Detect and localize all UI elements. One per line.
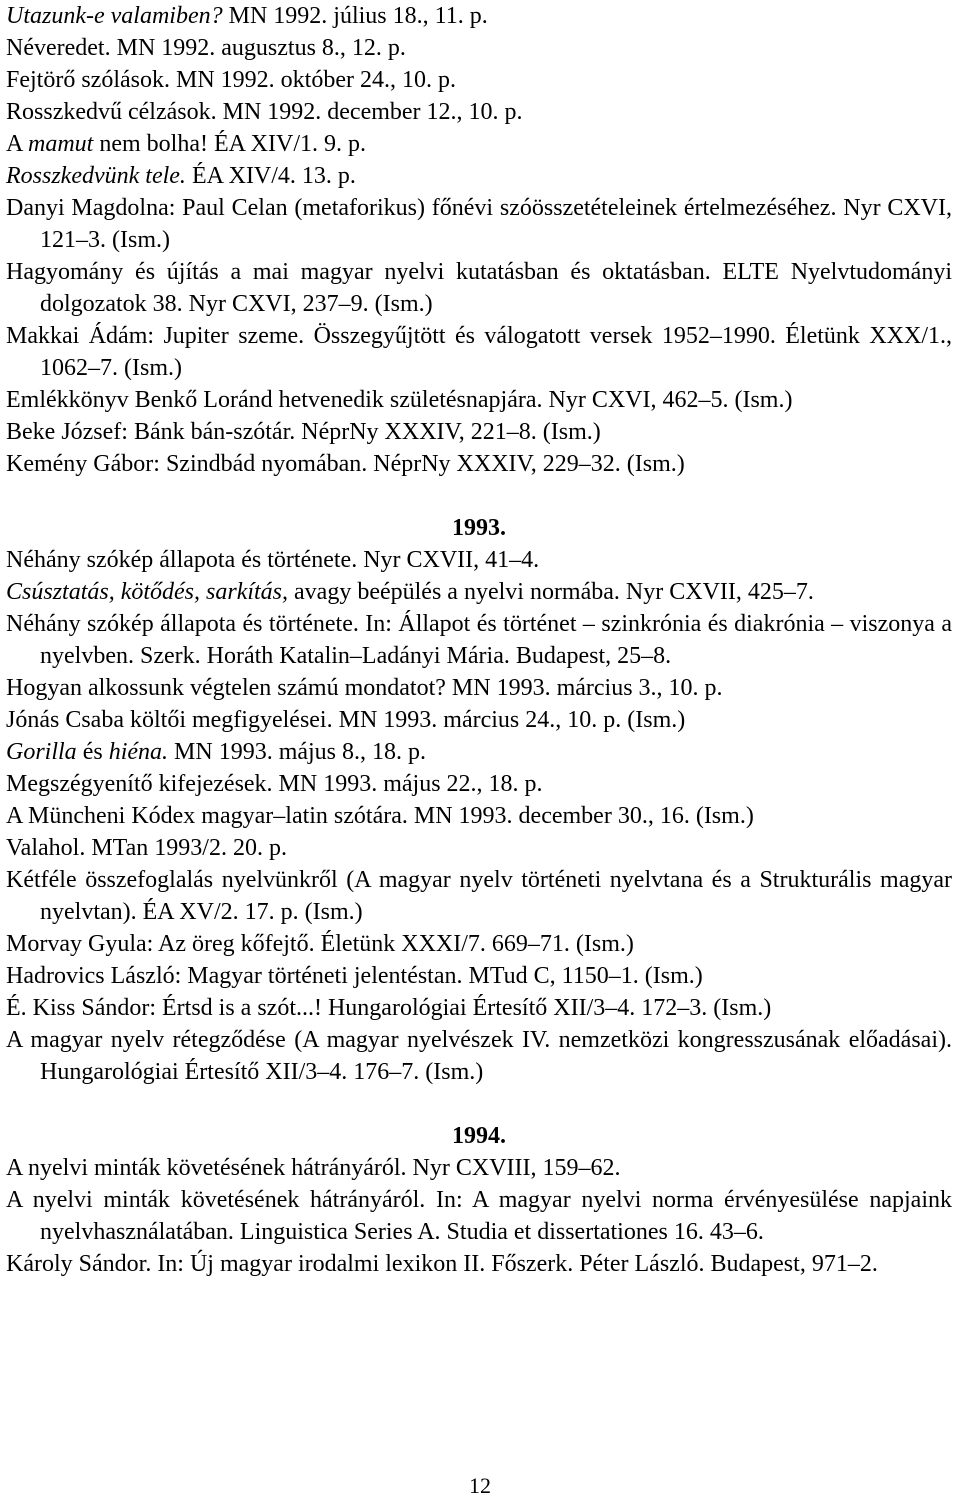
italic-title: Utazunk-e valamiben? xyxy=(6,3,223,29)
bibliography-entry: Fejtörő szólások. MN 1992. október 24., 10. p. xyxy=(6,67,456,93)
italic-title: hiéna. xyxy=(108,739,169,765)
bibliography-entry: A Müncheni Kódex magyar–latin szótára. MN 1993. december 30., 16. (Ism.) xyxy=(6,803,754,829)
bibliography-entry: Megszégyenítő kifejezések. MN 1993. május 22., 18. p. xyxy=(6,771,543,797)
bibliography-entry: Néhány szókép állapota és története. In: Állapot és történet – szinkrónia és diakrónia – viszonya a nyelvben. Szerk. Horáth Katalin–Ladányi Mária. Budapest, 25–8. xyxy=(6,611,952,669)
bibliography-entry: A magyar nyelv rétegződése (A magyar nyelvészek IV. nemzetközi kongresszusának előadásai). Hungarológiai Értesítő XII/3–4. 176–7. (Ism.) xyxy=(6,1027,952,1085)
bibliography-entry: Gorilla és hiéna. MN 1993. május 8., 18. p. xyxy=(6,739,427,765)
bibliography-entry: Hadrovics László: Magyar történeti jelentéstan. MTud C, 1150–1. (Ism.) xyxy=(6,963,703,989)
year-heading: 1993. xyxy=(452,515,506,541)
bibliography-entry: A nyelvi minták követésének hátrányáról. Nyr CXVIII, 159–62. xyxy=(6,1155,621,1181)
bibliography-entry: Károly Sándor. In: Új magyar irodalmi lexikon II. Főszerk. Péter László. Budapest, 971–2. xyxy=(6,1251,878,1277)
page-number: 12 xyxy=(469,1473,491,1498)
italic-title: Csúsztatás, kötődés, sarkítás, xyxy=(6,579,289,605)
italic-title: Gorilla xyxy=(6,739,77,765)
bibliography-entry: Makkai Ádám: Jupiter szeme. Összegyűjtött és válogatott versek 1952–1990. Életünk XXX/1., 1062–7. (Ism.) xyxy=(6,323,952,381)
bibliography-entry: Csúsztatás, kötődés, sarkítás, avagy beépülés a nyelvi normába. Nyr CXVII, 425–7. xyxy=(6,579,814,605)
bibliography-entry: Rosszkedvünk tele. ÉA XIV/4. 13. p. xyxy=(6,163,356,189)
bibliography-entry: Néveredet. MN 1992. augusztus 8., 12. p. xyxy=(6,35,406,61)
bibliography-entry: Néhány szókép állapota és története. Nyr CXVII, 41–4. xyxy=(6,547,540,573)
bibliography-entry: Morvay Gyula: Az öreg kőfejtő. Életünk XXXI/7. 669–71. (Ism.) xyxy=(6,931,634,957)
italic-title: Rosszkedvünk tele. xyxy=(6,163,186,189)
bibliography-entry: A nyelvi minták követésének hátrányáról. In: A magyar nyelvi norma érvényesülése napjaink nyelvhasználatában. Linguistica Series A. Studia et dissertationes 16. 43–6. xyxy=(6,1187,952,1245)
bibliography-entry: Jónás Csaba költői megfigyelései. MN 1993. március 24., 10. p. (Ism.) xyxy=(6,707,686,733)
bibliography-entry: Kemény Gábor: Szindbád nyomában. NéprNy XXXIV, 229–32. (Ism.) xyxy=(6,451,685,477)
bibliography-entry: Hogyan alkossunk végtelen számú mondatot? MN 1993. március 3., 10. p. xyxy=(6,675,723,701)
bibliography-entry: Hagyomány és újítás a mai magyar nyelvi kutatásban és oktatásban. ELTE Nyelvtudományi dolgozatok 38. Nyr CXVI, 237–9. (Ism.) xyxy=(6,259,952,317)
bibliography-entry: Rosszkedvű célzások. MN 1992. december 12., 10. p. xyxy=(6,99,523,125)
bibliography-entry: Utazunk-e valamiben? MN 1992. július 18., 11. p. xyxy=(6,3,488,29)
bibliography-page xyxy=(6,0,952,1280)
bibliography-entry: Danyi Magdolna: Paul Celan (metaforikus) főnévi szóösszetételeinek értelmezéséhez. Nyr CXVI, 121–3. (Ism.) xyxy=(6,195,952,253)
bibliography-entry: Emlékkönyv Benkő Loránd hetvenedik születésnapjára. Nyr CXVI, 462–5. (Ism.) xyxy=(6,387,793,413)
bibliography-entry: Valahol. MTan 1993/2. 20. p. xyxy=(6,835,287,861)
bibliography-entry: Kétféle összefoglalás nyelvünkről (A magyar nyelv történeti nyelvtana és a Strukturális magyar nyelvtan). ÉA XV/2. 17. p. (Ism.) xyxy=(6,867,952,925)
italic-title: mamut xyxy=(28,131,94,157)
bibliography-entry: Beke József: Bánk bán-szótár. NéprNy XXXIV, 221–8. (Ism.) xyxy=(6,419,601,445)
year-heading: 1994. xyxy=(452,1123,506,1149)
bibliography-entry: A mamut nem bolha! ÉA XIV/1. 9. p. xyxy=(6,131,366,157)
bibliography-entry: É. Kiss Sándor: Értsd is a szót...! Hungarológiai Értesítő XII/3–4. 172–3. (Ism.) xyxy=(6,995,772,1021)
